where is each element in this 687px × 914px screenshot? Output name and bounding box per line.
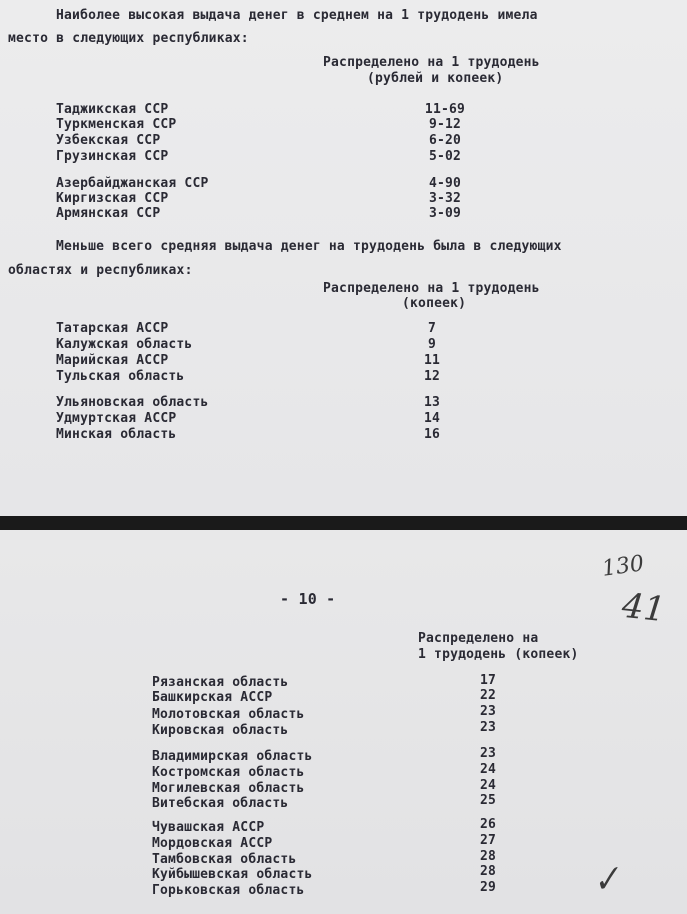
table-row-name: Молотовская область bbox=[152, 707, 305, 722]
table-row-name: Киргизская ССР bbox=[56, 191, 169, 206]
table-row-name: Минская область bbox=[56, 427, 177, 442]
table-row-value: 3-32 bbox=[428, 191, 462, 206]
paragraph-2-line-1: Меньше всего средняя выдача денег на трудодень была в следующих bbox=[56, 239, 562, 254]
table-row-value: 28 bbox=[479, 864, 497, 879]
table-row-name: Туркменская ССР bbox=[56, 117, 177, 132]
table-row-value: 23 bbox=[479, 704, 497, 719]
table-row-value: 29 bbox=[479, 880, 497, 895]
table-row-name: Владимирская область bbox=[152, 749, 313, 764]
table-row-value: 22 bbox=[479, 688, 497, 703]
table-row-value: 23 bbox=[479, 720, 497, 735]
table3-header-line-2: 1 трудодень (копеек) bbox=[418, 647, 579, 662]
table-row-name: Витебская область bbox=[152, 796, 289, 811]
table1-header-line-2: (рублей и копеек) bbox=[367, 71, 504, 86]
table-row-value: 11-69 bbox=[424, 102, 466, 117]
table-row-value: 16 bbox=[423, 427, 441, 442]
table3-header-line-1: Распределено на bbox=[418, 631, 539, 646]
intro-line-1: Наиболее высокая выдача денег в среднем на 1 трудодень имела bbox=[56, 8, 538, 23]
table-row-value: 7 bbox=[427, 321, 437, 336]
table-row-name: Башкирская АССР bbox=[152, 690, 273, 705]
table-row-name: Тамбовская область bbox=[152, 852, 297, 867]
table-row-name: Чувашская АССР bbox=[152, 820, 265, 835]
table-row-value: 27 bbox=[479, 833, 497, 848]
table-row-name: Узбекская ССР bbox=[56, 133, 161, 148]
table-row-value: 14 bbox=[423, 411, 441, 426]
table-row-name: Рязанская область bbox=[152, 675, 289, 690]
table-row-value: 26 bbox=[479, 817, 497, 832]
table-row-value: 12 bbox=[423, 369, 441, 384]
check-mark-icon: ✓ bbox=[588, 857, 625, 903]
table2-header-line-1: Распределено на 1 трудодень bbox=[323, 281, 540, 296]
table-row-name: Мордовская АССР bbox=[152, 836, 273, 851]
table-row-name: Куйбышевская область bbox=[152, 867, 313, 882]
table-row-name: Грузинская ССР bbox=[56, 149, 169, 164]
table-row-value: 6-20 bbox=[428, 133, 462, 148]
table-row-value: 3-09 bbox=[428, 206, 462, 221]
table-row-name: Костромская область bbox=[152, 765, 305, 780]
table-row-value: 9-12 bbox=[428, 117, 462, 132]
table-row-name: Азербайджанская ССР bbox=[56, 176, 209, 191]
table-row-name: Горьковская область bbox=[152, 883, 305, 898]
table-row-value: 5-02 bbox=[428, 149, 462, 164]
table-row-name: Могилевская область bbox=[152, 781, 305, 796]
table-row-value: 4-90 bbox=[428, 176, 462, 191]
table-row-name: Татарская АССР bbox=[56, 321, 169, 336]
table-row-value: 11 bbox=[423, 353, 441, 368]
table-row-name: Калужская область bbox=[56, 337, 193, 352]
document-page-2 bbox=[0, 530, 687, 914]
table-row-name: Ульяновская область bbox=[56, 395, 209, 410]
table-row-name: Тульская область bbox=[56, 369, 185, 384]
table-row-value: 24 bbox=[479, 778, 497, 793]
table2-header-line-2: (копеек) bbox=[402, 296, 467, 311]
table-row-value: 28 bbox=[479, 849, 497, 864]
table1-header-line-1: Распределено на 1 трудодень bbox=[323, 55, 540, 70]
page-number: - 10 - bbox=[280, 590, 336, 608]
paragraph-2-line-2: областях и республиках: bbox=[8, 263, 193, 278]
table-row-name: Кировская область bbox=[152, 723, 289, 738]
table-row-value: 17 bbox=[479, 673, 497, 688]
handwritten-number-top: 130 bbox=[600, 551, 646, 582]
table-row-value: 24 bbox=[479, 762, 497, 777]
table-row-value: 13 bbox=[423, 395, 441, 410]
table-row-name: Удмуртская АССР bbox=[56, 411, 177, 426]
handwritten-number-bottom: 41 bbox=[620, 585, 668, 631]
table-row-name: Армянская ССР bbox=[56, 206, 161, 221]
intro-line-2: место в следующих республиках: bbox=[8, 31, 249, 46]
table-row-value: 25 bbox=[479, 793, 497, 808]
table-row-value: 23 bbox=[479, 746, 497, 761]
table-row-name: Таджикская ССР bbox=[56, 102, 169, 117]
table-row-name: Марийская АССР bbox=[56, 353, 169, 368]
table-row-value: 9 bbox=[427, 337, 437, 352]
